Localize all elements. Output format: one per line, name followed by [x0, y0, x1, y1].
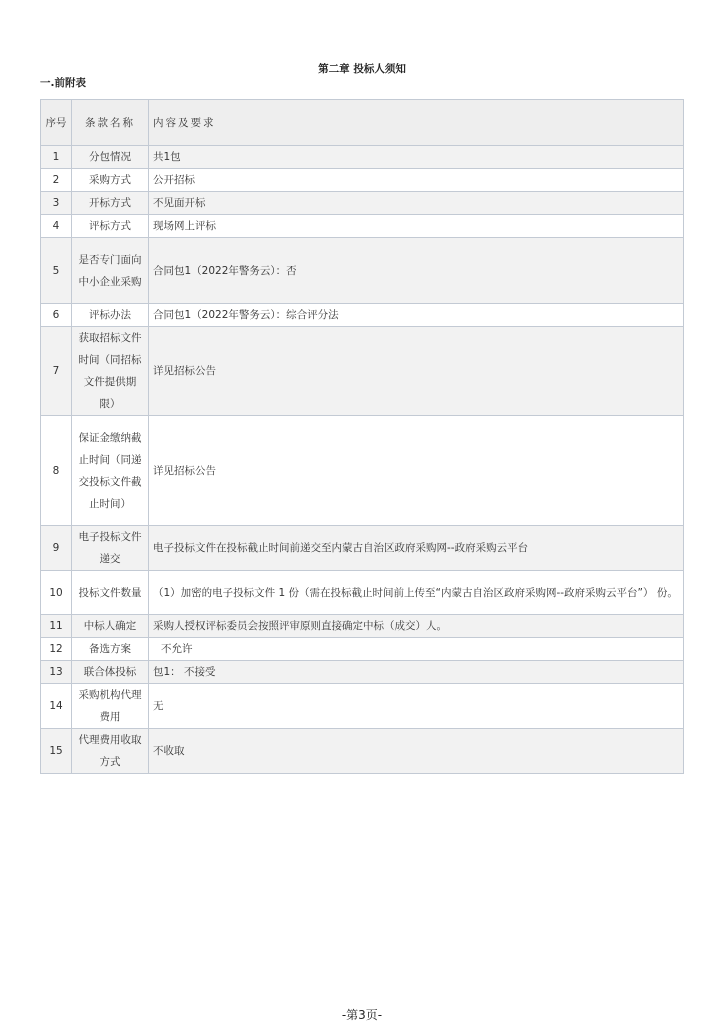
table-row: [41, 327, 684, 416]
chapter-title: 第二章 投标人须知: [318, 63, 406, 75]
row-content: 无: [149, 684, 684, 729]
table-row: [41, 192, 684, 215]
row-no: 14: [41, 684, 72, 729]
row-no: 5: [41, 238, 72, 304]
page-number: -第3页-: [341, 1008, 383, 1022]
row-name: 电子投标文件递交: [72, 526, 149, 571]
row-no: 7: [41, 327, 72, 416]
row-name: 备选方案: [72, 638, 149, 661]
row-content: 现场网上评标: [149, 215, 684, 238]
table-row: [41, 146, 684, 169]
row-name: 评标办法: [72, 304, 149, 327]
row-content: 电子投标文件在投标截止时间前递交至内蒙古自治区政府采购网--政府采购云平台: [149, 526, 684, 571]
table-header-row: [41, 100, 684, 146]
table-row: [41, 304, 684, 327]
row-name: 保证金缴纳截止时间（同递交投标文件截止时间）: [72, 416, 149, 526]
table-row: [41, 729, 684, 774]
row-no: 12: [41, 638, 72, 661]
row-content: 合同包1（2022年警务云）：综合评分法: [149, 304, 684, 327]
preface-table: [40, 99, 684, 774]
row-content: 不允许: [149, 638, 684, 661]
table-row: [41, 215, 684, 238]
row-no: 6: [41, 304, 72, 327]
row-content: 共1包: [149, 146, 684, 169]
table-row: [41, 416, 684, 526]
table-row: [41, 238, 684, 304]
row-no: 13: [41, 661, 72, 684]
row-content: 不收取: [149, 729, 684, 774]
table-row: [41, 571, 684, 615]
section-title: 一.前附表: [40, 77, 86, 89]
row-no: 3: [41, 192, 72, 215]
row-name: 代理费用收取方式: [72, 729, 149, 774]
header-no: 序号: [41, 100, 72, 146]
row-content: 公开招标: [149, 169, 684, 192]
row-name: 开标方式: [72, 192, 149, 215]
row-no: 9: [41, 526, 72, 571]
row-name: 中标人确定: [72, 615, 149, 638]
row-no: 15: [41, 729, 72, 774]
row-no: 8: [41, 416, 72, 526]
table-row: [41, 169, 684, 192]
row-name: 是否专门面向中小企业采购: [72, 238, 149, 304]
row-name: 采购方式: [72, 169, 149, 192]
row-no: 2: [41, 169, 72, 192]
row-name: 评标方式: [72, 215, 149, 238]
table-row: [41, 661, 684, 684]
row-no: 1: [41, 146, 72, 169]
table-row: [41, 638, 684, 661]
row-content: 详见招标公告: [149, 327, 684, 416]
table-row: [41, 684, 684, 729]
row-content: 不见面开标: [149, 192, 684, 215]
row-no: 4: [41, 215, 72, 238]
table-row: [41, 526, 684, 571]
row-name: 获取招标文件时间（同招标文件提供期限）: [72, 327, 149, 416]
table-row: [41, 615, 684, 638]
header-content: 内容及要求: [149, 100, 684, 146]
row-no: 11: [41, 615, 72, 638]
row-name: 联合体投标: [72, 661, 149, 684]
row-content: （1）加密的电子投标文件 1 份（需在投标截止时间前上传至“内蒙古自治区政府采购网--政府采购云平台”） 份。: [149, 571, 684, 615]
row-content: 详见招标公告: [149, 416, 684, 526]
row-name: 分包情况: [72, 146, 149, 169]
header-name: 条款名称: [72, 100, 149, 146]
row-content: 采购人授权评标委员会按照评审原则直接确定中标（成交）人。: [149, 615, 684, 638]
row-content: 合同包1（2022年警务云）：否: [149, 238, 684, 304]
row-name: 投标文件数量: [72, 571, 149, 615]
row-content: 包1： 不接受: [149, 661, 684, 684]
row-no: 10: [41, 571, 72, 615]
row-name: 采购机构代理费用: [72, 684, 149, 729]
